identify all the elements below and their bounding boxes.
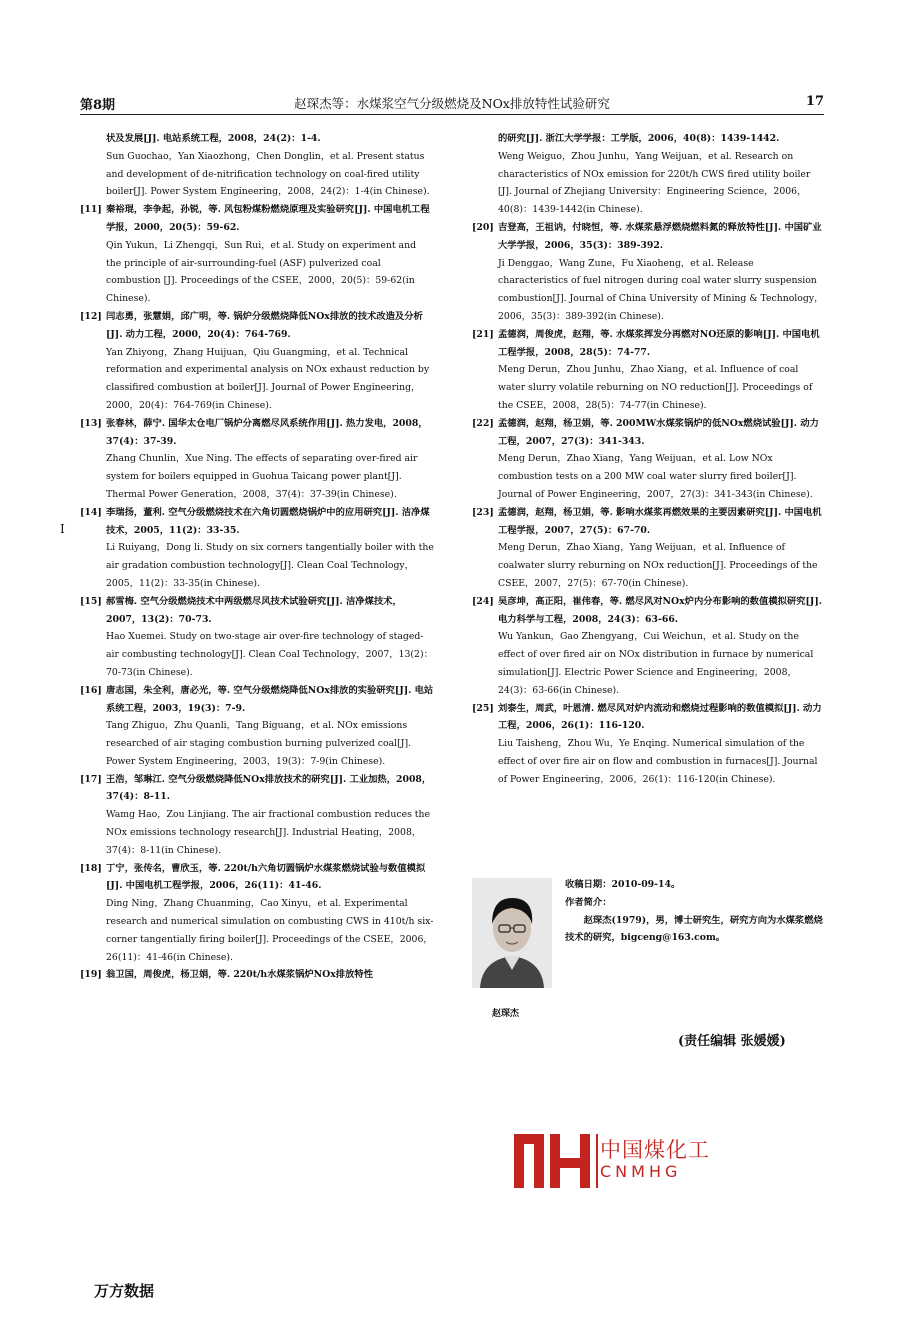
reference-number: [22]	[472, 417, 494, 429]
reference-chinese: 闫志勇，张慧娟，邱广明，等. 锅炉分级燃烧降低NOx排放的技术改造及分析[J]. 动力工程，2000，20(4)：764-769.	[106, 310, 423, 340]
reference-item	[80, 682, 434, 771]
reference-chinese: 张春林，薛宁. 国华太仓电厂锅炉分离燃尽风系统作用[J]. 热力发电，2008，37(4)：37-39.	[106, 417, 428, 447]
reference-chinese: 孟德润，赵翔，杨卫娟，等. 200MW水煤浆锅炉的低NOx燃烧试验[J]. 动力工程，2007，27(3)：341-343.	[498, 417, 819, 447]
reference-chinese: 秦裕琨，李争起，孙锐，等. 风包粉煤粉燃烧原理及实验研究[J]. 中国电机工程学报，2000，20(5)：59-62.	[106, 204, 430, 233]
reference-chinese: 王浩，邹琳江. 空气分级燃烧降低NOx排放技术的研究[J]. 工业加热，2008，37(4)：8-11.	[106, 773, 432, 803]
reference-number: [24]	[472, 595, 494, 607]
reference-number: [20]	[472, 221, 494, 233]
reference-chinese: 丁宁，张传名，曹欣玉，等. 220t/h六角切圆锅炉水煤浆燃烧试验与数值模拟[J]. 中国电机工程学报，2006，26(11)：41-46.	[106, 862, 426, 892]
reference-chinese: 的研究[J]. 浙江大学学报：工学版，2006，40(8)：1439-1442.	[498, 133, 780, 144]
responsible-editor: (责任编辑 张媛媛)	[678, 1034, 786, 1049]
reference-english: Liu Taisheng，Zhou Wu，Ye Enqing. Numerical simulation of the effect of over fire air on flow and combustion in furnaces[J]. Journal of Power Engineering，2006，26(1)：116-120(in Chinese).	[498, 738, 818, 785]
reference-number: [12]	[80, 310, 102, 322]
reference-number: [25]	[472, 702, 494, 714]
author-photo	[472, 878, 552, 988]
reference-item	[472, 326, 824, 415]
photo-caption: 赵琛杰	[492, 1009, 520, 1019]
reference-chinese: 孟德润，周俊虎，赵翔，等. 水煤浆挥发分再燃对NO还原的影响[J]. 中国电机工程学报，2008，28(5)：74-77.	[498, 328, 820, 358]
reference-number: [18]	[80, 862, 102, 874]
reference-item	[80, 201, 434, 308]
reference-item	[80, 966, 434, 984]
running-title: 赵琛杰等：水煤浆空气分级燃烧及NOx排放特性试验研究	[294, 96, 610, 111]
continued-reference	[80, 130, 434, 201]
author-bio	[565, 876, 825, 947]
reference-item	[80, 593, 434, 682]
reference-item	[80, 415, 434, 504]
reference-item	[472, 700, 824, 789]
reference-chinese: 吉登高，王祖讷，付晓恒，等. 水煤浆悬浮燃烧燃料氮的释放特性[J]. 中国矿业大学学报，2006，35(3)：389-392.	[498, 221, 822, 251]
logo-english-text: CNMHG	[600, 1162, 682, 1181]
reference-english: Wu Yankun，Gao Zhengyang，Cui Weichun，et al. Study on the effect of over fired air on NOx distribution in furnace by numerical simulation[J]. Electric Power Science and Engineering，2008，24(3)：63-66(in Chinese).	[498, 631, 814, 696]
reference-number: [19]	[80, 969, 102, 981]
right-reference-list	[472, 219, 824, 789]
reference-english: Ding Ning，Zhang Chuanming，Cao Xinyu，et al. Experimental research and numerical simulation on combusting CWS in 410t/h six-corner tangentially firing boiler[J]. Proceedings of the CSEE，2006，26(11)：41-46(in Chinese).	[106, 898, 434, 963]
margin-mark: I	[60, 522, 65, 536]
reference-english: Meng Derun，Zhao Xiang，Yang Weijuan，et al. Low NOx combustion tests on a 200 MW coal water slurry fired boiler[J]. Journal of Power Engineering，2007，27(3)：341-343(in Chinese).	[498, 453, 813, 500]
reference-english: Yan Zhiyong，Zhang Huijuan，Qiu Guangming，et al. Technical reformation and experimental analysis on NOx exhaust reduction by classifired combustion at boiler[J]. Journal of Power Engineering，2000，20(4)：764-769(in Chinese).	[106, 346, 430, 411]
reference-number: [14]	[80, 506, 102, 518]
reference-english: Wamg Hao，Zou Linjiang. The air fractional combustion reduces the NOx emissions technology research[J]. Industrial Heating，2008，37(4)：8-11(in Chinese).	[106, 809, 431, 856]
reference-english: Li Ruiyang，Dong li. Study on six corners tangentially boiler with the air gradation combustion technology[J]. Clean Coal Technology，2005，11(2)：33-35(in Chinese).	[106, 542, 434, 589]
header-rule	[80, 114, 824, 115]
author-label: 作者简介：	[565, 896, 612, 908]
reference-chinese: 李瑞扬，董利. 空气分级燃烧技术在六角切圆燃烧锅炉中的应用研究[J]. 洁净煤技术，2005，11(2)：33-35.	[106, 506, 430, 536]
reference-english: Weng Weiguo，Zhou Junhu，Yang Weijuan，et al. Research on characteristics of NOx emission for 220t/h CWS fired utility boiler [J]. Journal of Zhejiang University：Engineering Science，2006，40(8)：1439-1442(in Chinese).	[498, 150, 811, 216]
reference-english: Qin Yukun，Li Zhengqi，Sun Rui，et al. Study on experiment and the principle of air-surrounding-fuel (ASF) pulverized coal combustion [J]. Proceedings of the CSEE，2000，20(5)：59-62(in Chinese).	[106, 239, 417, 305]
reference-chinese: 吴彦坤，高正阳，崔伟春，等. 燃尽风对NOx炉内分布影响的数值模拟研究[J]. 电力科学与工程，2008，24(3)：63-66.	[498, 595, 822, 625]
reference-chinese: 唐志国，朱全利，唐必光，等. 空气分级燃烧降低NOx排放的实验研究[J]. 电站系统工程，2003，19(3)：7-9.	[106, 684, 434, 714]
reference-item	[472, 593, 824, 700]
reference-chinese: 状及发展[J]. 电站系统工程，2008，24(2)：1-4.	[106, 133, 321, 144]
reference-chinese: 孟德润，赵翔，杨卫娟，等. 影响水煤浆再燃效果的主要因素研究[J]. 中国电机工程学报，2007，27(5)：67-70.	[498, 506, 822, 536]
reference-number: [21]	[472, 328, 494, 340]
footer-watermark: 万方数据	[94, 1282, 155, 1300]
reference-english: Zhang Chunlin，Xue Ning. The effects of separating over-fired air system for boilers equipped in Guohua Taicang power plant[J]. Thermal Power Generation，2008，37(4)：37-39(in Chinese).	[106, 453, 418, 500]
reference-chinese: 刘泰生，周武，叶恩清. 燃尽风对炉内流动和燃烧过程影响的数值模拟[J]. 动力工程，2006，26(1)：116-120.	[498, 702, 822, 732]
left-column	[80, 130, 434, 984]
right-column	[472, 130, 824, 788]
logo-chinese-text: 中国煤化工	[600, 1138, 710, 1162]
reference-item	[80, 771, 434, 860]
left-reference-list	[80, 201, 434, 984]
continued-reference	[472, 130, 824, 219]
reference-chinese: 翁卫国，周俊虎，杨卫娟，等. 220t/h水煤浆锅炉NOx排放特性	[106, 969, 373, 981]
issue-number: 第8期	[80, 98, 116, 113]
reference-number: [15]	[80, 595, 102, 607]
author-description: 赵琛杰(1979)，男，博士研究生，研究方向为水煤浆燃烧技术的研究，bigceng@163.com。	[565, 914, 823, 944]
reference-chinese: 郝雪梅. 空气分级燃烧技术中两级燃尽风技术试验研究[J]. 洁净煤技术，2007，13(2)：70-73.	[106, 595, 402, 625]
received-date: 收稿日期：2010-09-14。	[565, 879, 681, 890]
reference-item	[472, 219, 824, 326]
page-number: 17	[805, 94, 824, 109]
reference-item	[80, 504, 434, 593]
reference-number: [16]	[80, 684, 102, 696]
reference-english: Meng Derun，Zhou Junhu，Zhao Xiang，et al. Influence of coal water slurry volatile reburning on NO reduction[J]. Proceedings of the CSEE，2008，28(5)：74-77(in Chinese).	[498, 364, 813, 411]
reference-item	[80, 860, 434, 967]
reference-number: [13]	[80, 417, 102, 429]
reference-number: [23]	[472, 506, 494, 518]
reference-item	[472, 504, 824, 593]
reference-item	[472, 415, 824, 504]
reference-item	[80, 308, 434, 415]
reference-english: Ji Denggao，Wang Zune，Fu Xiaoheng，et al. Release characteristics of fuel nitrogen during coal water slurry suspension combustion[J]. Journal of China University of Mining & Technology，2006，35(3)：389-392(in Chinese).	[498, 257, 824, 322]
running-header	[80, 92, 824, 116]
reference-english: Sun Guochao，Yan Xiaozhong，Chen Donglin，et al. Present status and development of de-nitrification technology on coal-fired utility boiler[J]. Power System Engineering，2008，24(2)：1-4(in Chinese).	[106, 150, 430, 198]
reference-english: Hao Xuemei. Study on two-stage air over-fire technology of staged-air combusting technology[J]. Clean Coal Technology，2007，13(2)：70-73(in Chinese).	[106, 631, 433, 678]
reference-english: Meng Derun，Zhao Xiang，Yang Weijuan，et al. Influence of coalwater slurry reburning on NOx reduction[J]. Proceedings of the CSEE，2007，27(5)：67-70(in Chinese).	[498, 542, 818, 589]
reference-number: [17]	[80, 773, 102, 785]
reference-english: Tang Zhiguo，Zhu Quanli，Tang Biguang，et al. NOx emissions researched of air staging combustion burning pulverized coal[J]. Power System Engineering，2003，19(3)：7-9(in Chinese).	[106, 720, 412, 767]
reference-number: [11]	[80, 204, 102, 216]
